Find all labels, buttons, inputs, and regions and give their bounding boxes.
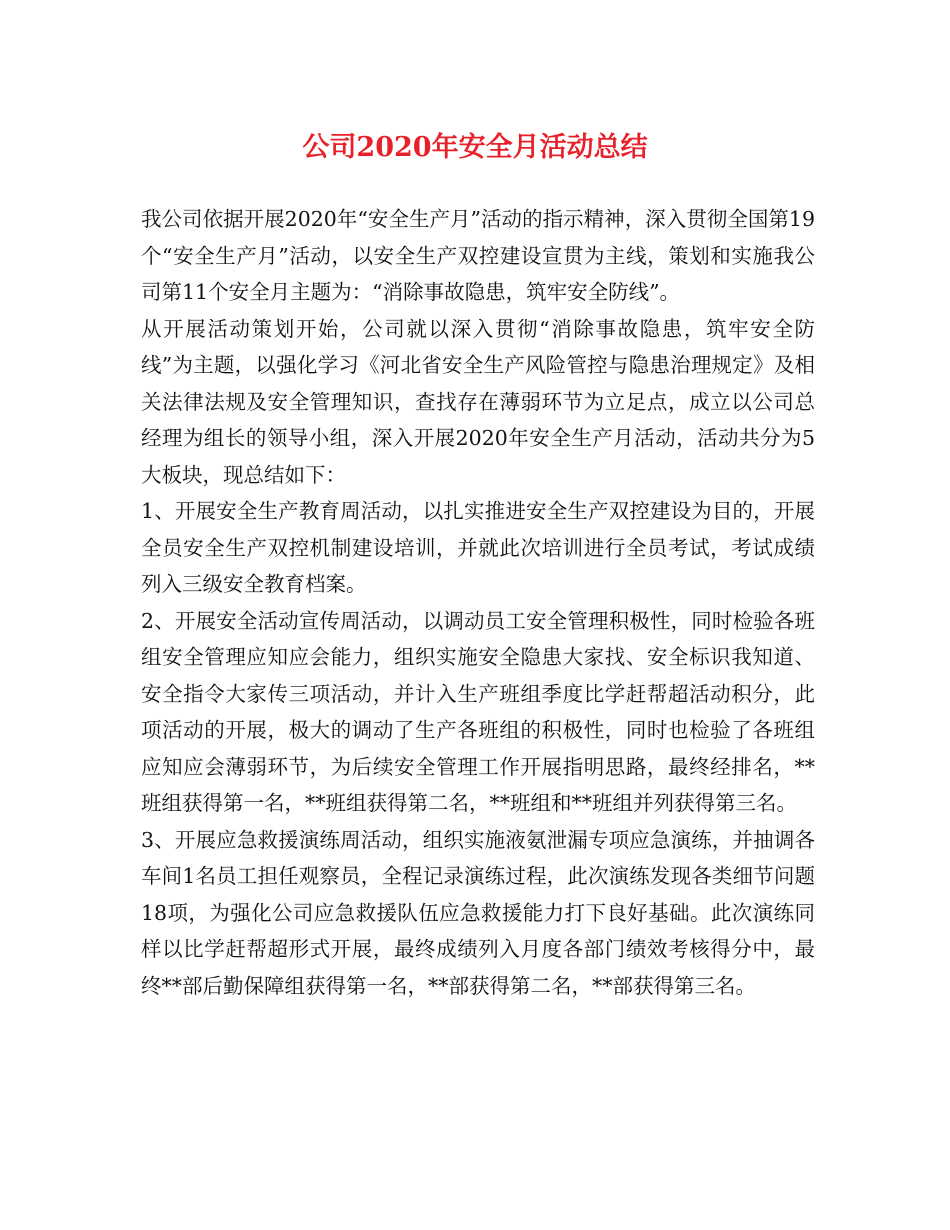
paragraph-intro: 我公司依据开展2020年“安全生产月”活动的指示精神，深入贯彻全国第19个“安全生产月”活动，以安全生产双控建设宣贯为主线，策划和实施我公司第11个安全月主题为：“消除事故隐患，筑牢安全防线”。 — [141, 207, 815, 304]
document-body — [141, 201, 815, 1004]
paragraph-planning: 从开展活动策划开始，公司就以深入贯彻“消除事故隐患，筑牢安全防线”为主题，以强化学习《河北省安全生产风险管控与隐患治理规定》及相关法律法规及安全管理知识，查找存在薄弱环节为立足点，成立以公司总经理为组长的领导小组，深入开展2020年安全生产月活动，活动共分为5大板块，现总结如下： — [141, 316, 815, 487]
paragraph-item-3: 3、开展应急救援演练周活动，组织实施液氨泄漏专项应急演练，并抽调各车间1名员工担任观察员，全程记录演练过程，此次演练发现各类细节问题18项，为强化公司应急救援队伍应急救援能力打下良好基础。此次演练同样以比学赶帮超形式开展，最终成绩列入月度各部门绩效考核得分中，最终**部后勤保障组获得第一名，**部获得第二名，**部获得第三名。 — [141, 827, 815, 998]
paragraph-item-2: 2、开展安全活动宣传周活动，以调动员工安全管理积极性，同时检验各班组安全管理应知应会能力，组织实施安全隐患大家找、安全标识我知道、安全指令大家传三项活动，并计入生产班组季度比学赶帮超活动积分，此项活动的开展，极大的调动了生产各班组的积极性，同时也检验了各班组应知应会薄弱环节，为后续安全管理工作开展指明思路，最终经排名，**班组获得第一名，**班组获得第二名，**班组和**班组并列获得第三名。 — [141, 608, 815, 815]
paragraph-item-1: 1、开展安全生产教育周活动，以扎实推进安全生产双控建设为目的，开展全员安全生产双控机制建设培训，并就此次培训进行全员考试，考试成绩列入三级安全教育档案。 — [141, 499, 815, 596]
document-title: 公司2020年安全月活动总结 — [302, 132, 648, 163]
